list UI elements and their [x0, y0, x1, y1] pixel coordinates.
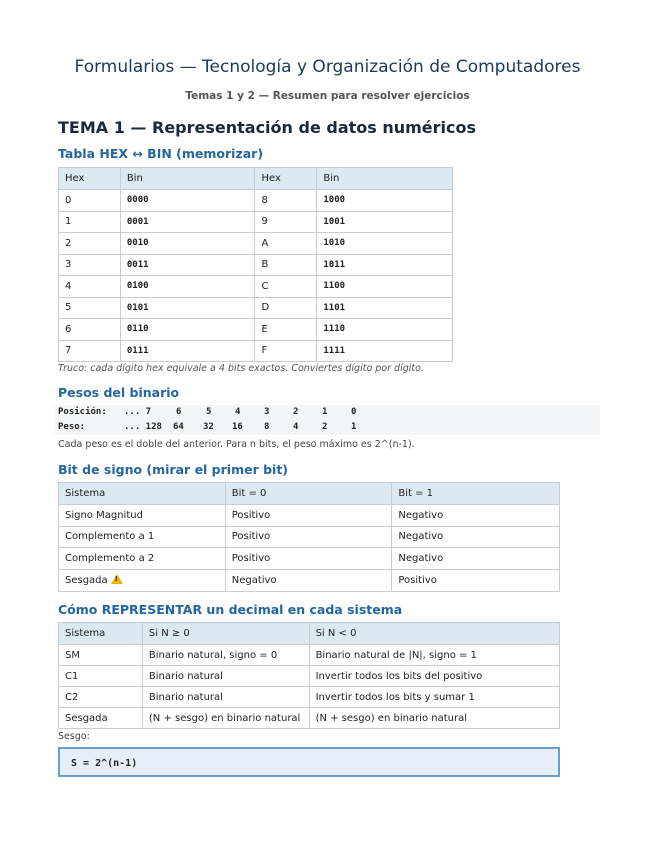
bin-cell: 1011: [317, 254, 453, 276]
weight-value: 32: [203, 422, 214, 432]
value-cell: Negativo: [392, 526, 560, 548]
value-cell: Binario natural de |N|, signo = 1: [309, 645, 559, 666]
bin-cell: 1100: [317, 276, 453, 298]
position-value: 2: [293, 407, 299, 417]
position-value: 0: [351, 407, 357, 417]
position-value: ... 7: [124, 407, 152, 417]
table-row: [59, 254, 453, 276]
bin-cell: 1111: [317, 340, 453, 362]
table-row: [59, 666, 560, 687]
hex-cell: C: [255, 276, 317, 298]
weights-row: [55, 420, 600, 435]
weight-value: ... 128: [124, 422, 162, 432]
bin-cell: 0110: [120, 319, 255, 341]
bin-cell: 1110: [317, 319, 453, 341]
bin-cell: 0111: [120, 340, 255, 362]
table-row: [59, 526, 560, 548]
hex-cell: 1: [59, 211, 121, 233]
table-row: [59, 276, 453, 298]
position-value: 3: [264, 407, 270, 417]
value-cell: Positivo: [225, 548, 392, 570]
value-cell: (N + sesgo) en binario natural: [309, 708, 559, 729]
table-row: [59, 190, 453, 212]
value-cell: Positivo: [392, 569, 560, 591]
system-cell: Sesgada: [59, 708, 143, 729]
weights-note: Cada peso es el doble del anterior. Para n bits, el peso máximo es 2^(n-1).: [58, 439, 415, 450]
header-cell: Bin: [317, 168, 453, 190]
table-header-row: [59, 483, 560, 505]
system-cell: C1: [59, 666, 143, 687]
header-cell: Hex: [255, 168, 317, 190]
value-cell: Binario natural, signo = 0: [142, 645, 309, 666]
header-cell: Hex: [59, 168, 121, 190]
system-label: Sesgada: [65, 575, 108, 586]
hex-cell: A: [255, 233, 317, 255]
table-header-row: [59, 623, 560, 645]
table-row: [59, 708, 560, 729]
hex-cell: E: [255, 319, 317, 341]
bin-cell: 1101: [317, 297, 453, 319]
header-cell: Bit = 1: [392, 483, 560, 505]
system-cell: Signo Magnitud: [59, 505, 226, 527]
table-row: [59, 569, 560, 591]
bias-label: Sesgo:: [58, 731, 90, 742]
hex-cell: 4: [59, 276, 121, 298]
value-cell: Binario natural: [142, 666, 309, 687]
document-title: Formularios — Tecnología y Organización de Computadores: [74, 57, 581, 77]
weights-heading: Pesos del binario: [58, 385, 180, 400]
bin-cell: 1001: [317, 211, 453, 233]
hex-cell: F: [255, 340, 317, 362]
hex-cell: 0: [59, 190, 121, 212]
header-cell: Sistema: [59, 483, 226, 505]
hex-bin-table: [58, 167, 453, 362]
value-cell: Positivo: [225, 526, 392, 548]
table-row: [59, 505, 560, 527]
system-cell: Complemento a 1: [59, 526, 226, 548]
weights-block: [55, 405, 600, 435]
hex-tip: Truco: cada dígito hex equivale a 4 bits exactos. Conviertes dígito por dígito.: [58, 363, 424, 374]
table-row: [59, 211, 453, 233]
system-cell: [59, 569, 226, 591]
hex-cell: 6: [59, 319, 121, 341]
position-value: 4: [235, 407, 241, 417]
header-cell: Bit = 0: [225, 483, 392, 505]
table-row: [59, 340, 453, 362]
table-row: [59, 233, 453, 255]
bin-cell: 0100: [120, 276, 255, 298]
value-cell: Positivo: [225, 505, 392, 527]
header-cell: Bin: [120, 168, 255, 190]
weight-label: Peso:: [58, 422, 86, 432]
hex-cell: D: [255, 297, 317, 319]
value-cell: Invertir todos los bits y sumar 1: [309, 687, 559, 708]
value-cell: Negativo: [225, 569, 392, 591]
table-row: [59, 687, 560, 708]
bin-cell: 1000: [317, 190, 453, 212]
positions-row: [55, 405, 600, 420]
bin-cell: 0010: [120, 233, 255, 255]
bin-cell: 0011: [120, 254, 255, 276]
position-value: 1: [322, 407, 328, 417]
header-cell: Sistema: [59, 623, 143, 645]
hex-cell: B: [255, 254, 317, 276]
value-cell: Negativo: [392, 505, 560, 527]
bias-formula: S = 2^(n-1): [71, 758, 138, 769]
value-cell: Negativo: [392, 548, 560, 570]
bin-cell: 1010: [317, 233, 453, 255]
weight-value: 1: [351, 422, 357, 432]
represent-table: [58, 622, 560, 729]
bias-formula-box: [58, 747, 560, 777]
table-row: [59, 297, 453, 319]
hex-table-heading: Tabla HEX ↔ BIN (memorizar): [58, 146, 264, 161]
hex-cell: 8: [255, 190, 317, 212]
weight-value: 16: [232, 422, 243, 432]
position-value: 5: [206, 407, 212, 417]
hex-cell: 7: [59, 340, 121, 362]
header-cell: Si N ≥ 0: [142, 623, 309, 645]
section-title: TEMA 1 — Representación de datos numéricos: [58, 118, 477, 137]
document-subtitle: Temas 1 y 2 — Resumen para resolver ejercicios: [185, 90, 470, 102]
hex-cell: 9: [255, 211, 317, 233]
warning-icon: [111, 574, 123, 584]
system-cell: C2: [59, 687, 143, 708]
table-row: [59, 548, 560, 570]
table-row: [59, 645, 560, 666]
hex-cell: 2: [59, 233, 121, 255]
table-row: [59, 319, 453, 341]
weight-value: 4: [293, 422, 299, 432]
weight-value: 2: [322, 422, 328, 432]
weight-value: 64: [173, 422, 184, 432]
system-cell: SM: [59, 645, 143, 666]
header-cell: Si N < 0: [309, 623, 559, 645]
bin-cell: 0000: [120, 190, 255, 212]
value-cell: Invertir todos los bits del positivo: [309, 666, 559, 687]
system-cell: Complemento a 2: [59, 548, 226, 570]
bin-cell: 0101: [120, 297, 255, 319]
bin-cell: 0001: [120, 211, 255, 233]
hex-cell: 5: [59, 297, 121, 319]
weight-value: 8: [264, 422, 270, 432]
table-header-row: [59, 168, 453, 190]
position-label: Posición:: [58, 407, 107, 417]
value-cell: (N + sesgo) en binario natural: [142, 708, 309, 729]
represent-heading: Cómo REPRESENTAR un decimal en cada sistema: [58, 602, 403, 617]
sign-bit-heading: Bit de signo (mirar el primer bit): [58, 462, 289, 477]
hex-cell: 3: [59, 254, 121, 276]
position-value: 6: [176, 407, 182, 417]
value-cell: Binario natural: [142, 687, 309, 708]
sign-bit-table: [58, 482, 560, 592]
